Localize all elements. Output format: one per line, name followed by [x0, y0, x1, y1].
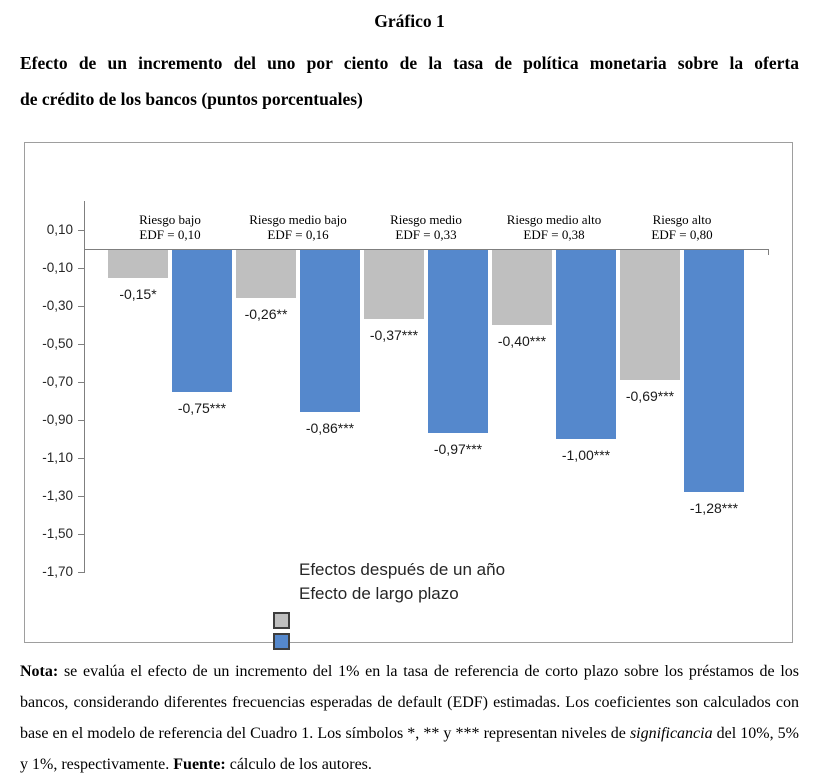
bar-value-label: -0,26** — [244, 306, 288, 322]
y-tick-label: -1,70 — [42, 564, 73, 579]
bar-efecto-largo-plazo — [684, 250, 744, 492]
bar-value-label: -0,75*** — [177, 400, 227, 416]
chart-frame — [24, 142, 793, 643]
category-label: Riesgo medio alto — [506, 212, 602, 227]
category-edf-label: EDF = 0,33 — [395, 227, 457, 242]
bar-efectos-despues-un-anio — [364, 250, 424, 319]
figure-number-title: Gráfico 1 — [374, 11, 445, 31]
category-label: Riesgo medio bajo — [249, 212, 347, 227]
bar-efectos-despues-un-anio — [492, 250, 552, 325]
note-nota-label: Nota: — [20, 663, 59, 680]
y-axis-tick — [78, 268, 85, 269]
y-axis-tick — [78, 344, 85, 345]
y-axis-tick — [78, 496, 85, 497]
y-tick-label: -1,50 — [42, 526, 73, 541]
y-axis-tick — [78, 230, 85, 231]
y-axis-tick — [78, 382, 85, 383]
figure-subtitle-line2: de crédito de los bancos (puntos porcentuales) — [20, 89, 363, 109]
y-axis-tick — [78, 534, 85, 535]
note-italic-term: significancia — [629, 725, 713, 742]
bar-efecto-largo-plazo — [300, 250, 360, 412]
category-label: Riesgo alto — [652, 212, 712, 227]
y-axis-tick — [78, 420, 85, 421]
y-tick-label: -0,90 — [42, 412, 73, 427]
bar-efecto-largo-plazo — [172, 250, 232, 392]
legend-swatch-largo-plazo — [273, 633, 290, 650]
bar-value-label: -0,97*** — [433, 441, 483, 457]
y-tick-label: -0,30 — [42, 298, 73, 313]
bar-value-label: -0,69*** — [625, 388, 675, 404]
bar-value-label: -0,86*** — [305, 420, 355, 436]
figure-note — [20, 656, 799, 780]
plot-area — [25, 143, 792, 642]
y-axis-tick — [78, 458, 85, 459]
bar-value-label: -0,15* — [119, 286, 157, 302]
y-tick-label: -0,50 — [42, 336, 73, 351]
bar-efecto-largo-plazo — [556, 250, 616, 439]
bar-efectos-despues-un-anio — [108, 250, 168, 278]
bar-value-label: -1,28*** — [689, 500, 739, 516]
bar-value-label: -0,40*** — [497, 333, 547, 349]
note-fuente-label: Fuente: — [173, 756, 226, 773]
note-text-2: del 10%, 5% y 1%, respectivamente. — [20, 725, 800, 773]
category-edf-label: EDF = 0,16 — [267, 227, 329, 242]
y-axis-tick — [78, 306, 85, 307]
legend-swatch-efectos-despues — [273, 612, 290, 629]
category-label: Riesgo bajo — [139, 212, 201, 227]
legend-label: Efecto de largo plazo — [299, 584, 459, 603]
note-text-3: cálculo de los autores. — [225, 756, 372, 773]
y-tick-label: -0,70 — [42, 374, 73, 389]
y-tick-label: -1,10 — [42, 450, 73, 465]
note-text-1: se evalúa el efecto de un incremento del 1% en la tasa de referencia de corto plazo sobre los préstamos de los bancos, considerando diferentes frecuencias esperadas de default (EDF) estimadas. Los coeficientes son calculados con base en el modelo de referencia del Cuadro 1. Los símbolos *, ** y *** representan niveles de — [20, 663, 799, 742]
category-label: Riesgo medio — [390, 212, 462, 227]
bar-value-label: -0,37*** — [369, 327, 419, 343]
bar-value-label: -1,00*** — [561, 447, 611, 463]
bar-efectos-despues-un-anio — [620, 250, 680, 380]
y-tick-label: -0,10 — [42, 260, 73, 275]
legend-label: Efectos después de un año — [299, 560, 506, 579]
y-axis-tick — [78, 572, 85, 573]
category-edf-label: EDF = 0,38 — [523, 227, 585, 242]
category-edf-label: EDF = 0,10 — [139, 227, 201, 242]
bar-efecto-largo-plazo — [428, 250, 488, 433]
zero-axis-end-tick — [768, 249, 769, 255]
figure-subtitle — [20, 45, 799, 117]
bar-efectos-despues-un-anio — [236, 250, 296, 298]
figure-subtitle-line1: Efecto de un incremento del uno por ciento de la tasa de política monetaria sobre la oferta — [20, 53, 799, 73]
y-axis-line — [84, 201, 85, 573]
y-tick-label: -1,30 — [42, 488, 73, 503]
category-edf-label: EDF = 0,80 — [651, 227, 713, 242]
y-tick-label: 0,10 — [46, 222, 73, 237]
